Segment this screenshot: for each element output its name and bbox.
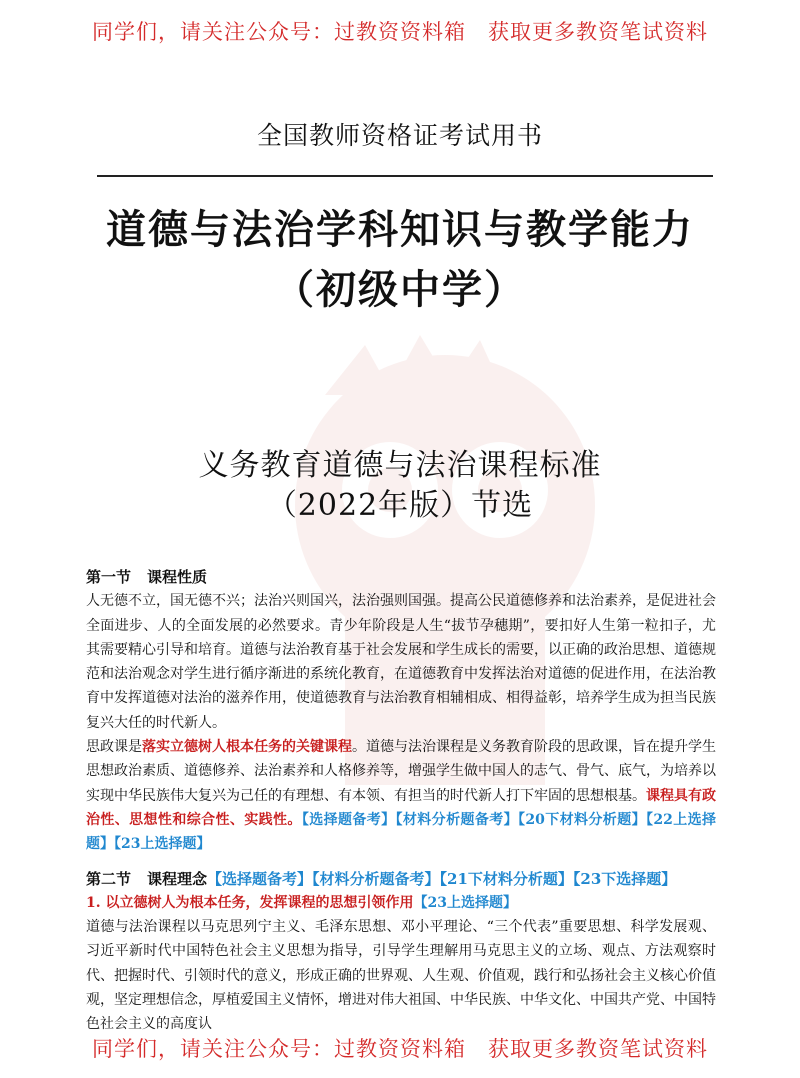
paragraph: 人无德不立，国无德不兴；法治兴则国兴，法治强则国强。提高公民道德修养和法治素养，是促进社会全面进步、人的全面发展的必然要求。青少年阶段是人生“拔节孕穗期”，要扣好人生第一粒扣子，尤其需要精心引导和培育。道德与法治教育基于社会发展和学生成长的需要，以正确的政治思想、道德规范和法治观念对学生进行循序渐进的系统化教育，在道德教育中发挥法治对道德的促进作用，在法治教育中发挥道德对法治的滋养作用，使道德教育与法治教育相辅相成、相得益彰，培养学生成为担当民族复兴大任的时代新人。 (86, 593, 716, 731)
section-heading-1 (86, 565, 716, 589)
section-number: 第一节 (86, 568, 132, 586)
highlight-text: 落实立德树人根本任务的关键课程 (142, 739, 352, 756)
standard-title: 义务教育道德与法治课程标准 (198, 448, 602, 483)
book-subtitle: （初级中学） (274, 267, 526, 313)
book-title: 道德与法治学科知识与教学能力 (106, 207, 694, 253)
document-body (86, 565, 716, 1037)
header-divider (97, 175, 713, 177)
paragraph: 道德与法治课程以马克思列宁主义、毛泽东思想、邓小平理论、“三个代表”重要思想、科学发展观、习近平新时代中国特色社会主义思想为指导，引导学生理解用马克思主义的立场、观点、方法观察时代、把握时代、引领时代的意义，形成正确的世界观、人生观、价值观，践行和弘扬社会主义核心价值观，坚定理想信念，厚植爱国主义情怀，增进对伟大祖国、中华民族、中华文化、中国共产党、中国特色社会主义的高度认 (86, 919, 716, 1033)
text-run: 。道德与法治课程是义务教育阶段的思政课，旨在提升学生思想政治素质、道德修养、法治素养和人格修养等，增强学生做中国人的志气、骨气、底气，为培养以实现中华民族伟大复兴为己任的有理想、有本领、有担当的时代新人打下牢固的思想根基。 (86, 739, 716, 804)
section-title: 课程性质 (147, 568, 208, 586)
section-number: 第二节 (86, 869, 132, 888)
banner-right-text: 获取更多教资笔试资料 (488, 20, 708, 44)
exam-tags: 【选择题备考】【材料分析题备考】【21下材料分析题】【23下选择题】 (207, 869, 677, 888)
banner-left-text: 同学们，请关注公众号：过教资资料箱 (92, 1037, 466, 1061)
text-run: 思政课是 (86, 739, 142, 756)
top-promo-banner (0, 16, 800, 46)
section-heading-2 (86, 867, 716, 891)
bottom-promo-banner (0, 1033, 800, 1063)
point-text: 1. 以立德树人为根本任务，发挥课程的思想引领作用 (86, 894, 414, 911)
paragraph (86, 735, 716, 856)
exam-tags: 【选择题备考】【材料分析题备考】【20下材料分析题】【22上选择题】【23上选择题】 (86, 811, 717, 853)
point-heading (86, 891, 716, 915)
banner-left-text: 同学们，请关注公众号：过教资资料箱 (92, 20, 466, 44)
book-series-label: 全国教师资格证考试用书 (256, 121, 543, 150)
banner-right-text: 获取更多教资笔试资料 (488, 1037, 708, 1061)
highlight-text: 课程具有政治性、思想性和综合性、实践性。 (86, 787, 716, 828)
section-title: 课程理念 (147, 869, 208, 888)
standard-edition: （2022年版）节选 (266, 488, 534, 523)
exam-tag: 【23上选择题】 (413, 894, 517, 911)
